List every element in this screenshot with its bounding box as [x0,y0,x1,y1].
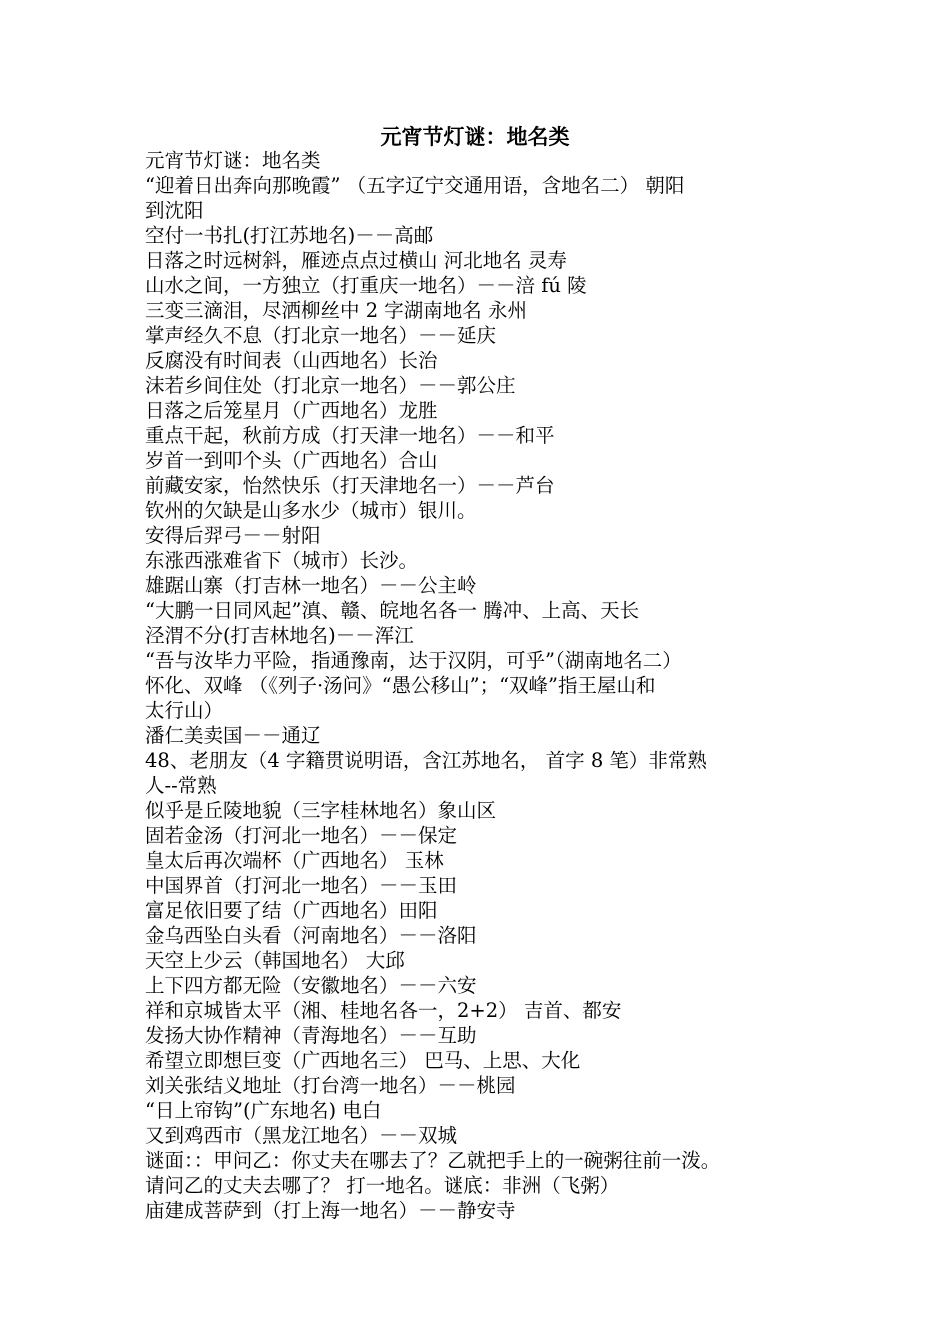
text-line: 岁首一到叩个头（广西地名）合山 [145,449,438,472]
text-line: 到沈阳 [145,199,204,222]
text-line: 怀化、双峰 （《列子·汤问》“愚公移山”；“双峰”指王屋山和 [145,674,656,697]
text-line: 沫若乡间住处（打北京一地名）－－郭公庄 [145,374,516,397]
text-line: 希望立即想巨变（广西地名三） 巴马、上思、大化 [145,1049,581,1072]
text-line: “日上帘钩”(广东地名) 电白 [145,1099,382,1122]
text-line: 金乌西坠白头看（河南地名）－－洛阳 [145,924,477,947]
text-line: 泾渭不分(打吉林地名)－－浑江 [145,624,414,647]
text-line: 空付一书扎(打江苏地名)－－高邮 [145,224,434,247]
text-line: 固若金汤（打河北一地名）－－保定 [145,824,458,847]
text-line: 请问乙的丈夫去哪了？ 打一地名。谜底：非洲（飞粥） [145,1174,620,1197]
text-line: 重点干起，秋前方成（打天津一地名）－－和平 [145,424,555,447]
text-line: 日落之时远树斜，雁迹点点过横山 河北地名 灵寿 [145,249,567,272]
text-line: 又到鸡西市（黑龙江地名）－－双城 [145,1124,458,1147]
text-line: 48、老朋友（4 字籍贯说明语，含江苏地名， 首字 8 笔）非常熟 [145,749,707,772]
text-line: 中国界首（打河北一地名）－－玉田 [145,874,458,897]
text-line: 安得后羿弓－－射阳 [145,524,321,547]
text-line: 山水之间，一方独立（打重庆一地名）－－涪 fú 陵 [145,274,587,297]
text-line: 似乎是丘陵地貌（三字桂林地名）象山区 [145,799,497,822]
text-line: 三变三滴泪，尽洒柳丝中 2 字湖南地名 永州 [145,299,528,322]
text-line: 太行山） [145,699,224,722]
document-body [145,148,817,1223]
text-line: “吾与汝毕力平险，指通豫南，达于汉阴，可乎”（湖南地名二） [145,649,682,672]
text-line: 富足依旧要了结（广西地名）田阳 [145,899,438,922]
text-line: 钦州的欠缺是山多水少（城市）银川。 [145,499,477,522]
text-line: “迎着日出奔向那晚霞” （五字辽宁交通用语，含地名二） 朝阳 [145,174,685,197]
text-line: 潘仁美卖国－－通辽 [145,724,321,747]
document-title: 元宵节灯谜：地名类 [380,124,570,149]
text-line: 祥和京城皆太平（湘、桂地名各一，2+2） 吉首、都安 [145,999,622,1022]
text-line: 东涨西涨难省下（城市）长沙。 [145,549,419,572]
text-line: 天空上少云（韩国地名） 大邱 [145,949,405,972]
text-line: 前藏安家，怡然快乐（打天津地名一）－－芦台 [145,474,555,497]
text-line: 反腐没有时间表（山西地名）长治 [145,349,438,372]
text-line: 人--常熟 [145,774,217,797]
text-line: 刘关张结义地址（打台湾一地名）－－桃园 [145,1074,516,1097]
text-line: 掌声经久不息（打北京一地名）－－延庆 [145,324,497,347]
text-line: 元宵节灯谜：地名类 [145,149,321,172]
text-line: 庙建成菩萨到（打上海一地名）－－静安寺 [145,1199,516,1222]
text-line: 发扬大协作精神（青海地名）－－互助 [145,1024,477,1047]
text-line: “大鹏一日同风起”滇、赣、皖地名各一 腾冲、上高、天长 [145,599,640,622]
text-line: 雄踞山寨（打吉林一地名）－－公主岭 [145,574,477,597]
text-line: 皇太后再次端杯（广西地名） 玉林 [145,849,444,872]
text-line: 上下四方都无险（安徽地名）－－六安 [145,974,477,997]
text-line: 谜面：：甲问乙：你丈夫在哪去了？乙就把手上的一碗粥往前一泼。 [145,1149,721,1172]
text-line: 日落之后笼星月（广西地名）龙胜 [145,399,438,422]
